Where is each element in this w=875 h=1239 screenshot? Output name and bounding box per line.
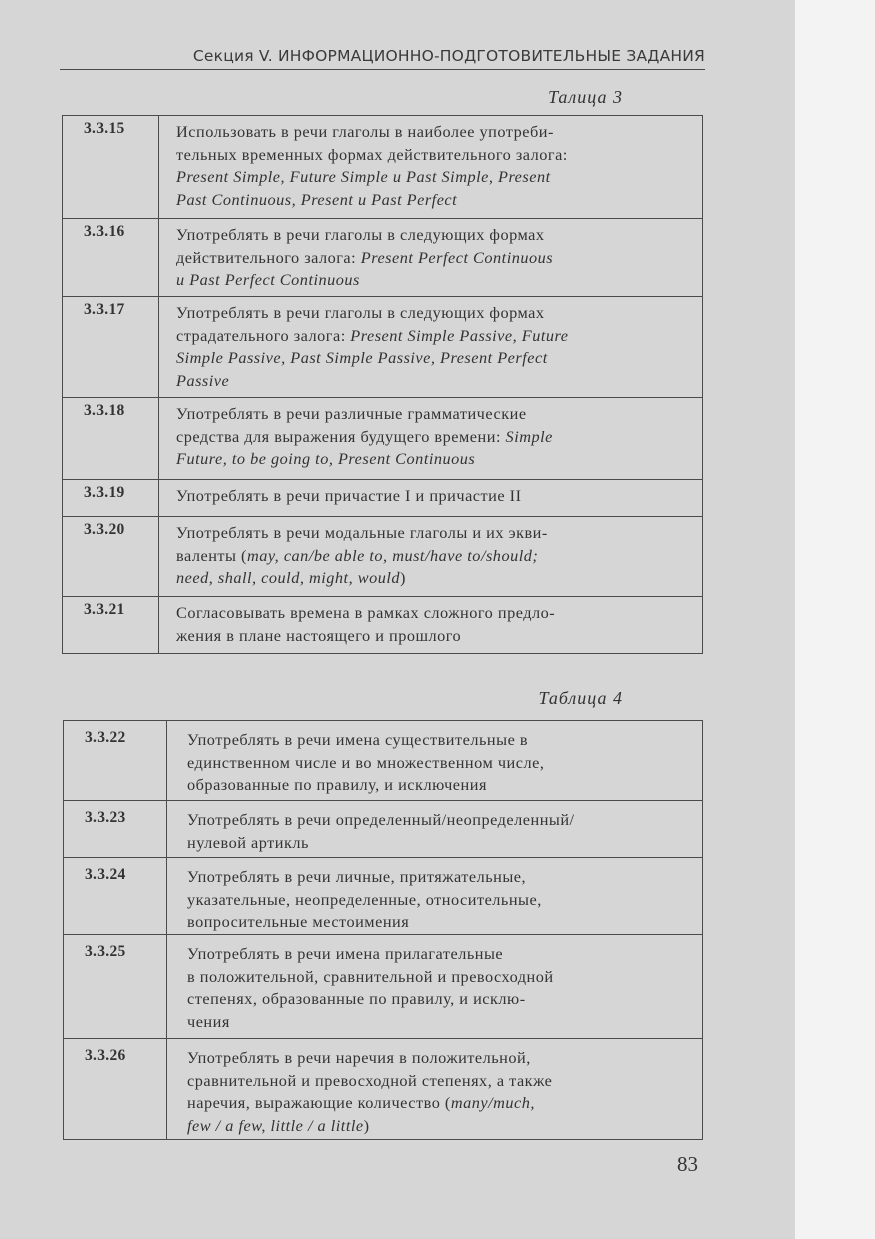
text-line xyxy=(176,247,694,270)
text-line xyxy=(187,1115,694,1138)
text-line: Passive xyxy=(176,370,230,390)
row-code: 3.3.20 xyxy=(63,517,159,597)
page-number: 83 xyxy=(677,1152,698,1176)
text-span: действительного залога: xyxy=(176,247,361,267)
text-line: Употреблять в речи модальные глаголы и их экви- xyxy=(176,523,548,542)
text-line: жения в плане настоящего и прошлого xyxy=(176,625,462,645)
table-3 xyxy=(62,115,703,654)
text-line: Употреблять в речи глаголы в следующих формах xyxy=(176,225,545,244)
text-line xyxy=(176,325,694,348)
text-span-italic: may, can/be able to, must/have to/should; xyxy=(246,545,539,565)
row-code: 3.3.26 xyxy=(64,1039,167,1140)
text-line: Present Simple, Future Simple и Past Simple, Present xyxy=(176,167,551,186)
table-4-caption: Таблица 4 xyxy=(538,688,623,708)
text-line: сравнительной и превосходной степенях, а также xyxy=(187,1070,553,1090)
text-line: и Past Perfect Continuous xyxy=(176,270,360,289)
text-line: единственном числе и во множественном числе, xyxy=(187,752,545,772)
text-line: Future, to be going to, Present Continuous xyxy=(176,449,476,468)
text-span-italic: many/much, xyxy=(450,1093,535,1112)
text-line: Согласовывать времена в рамках сложного предло- xyxy=(176,603,556,622)
text-line: степенях, образованные по правилу, и исклю- xyxy=(187,989,526,1008)
row-code: 3.3.23 xyxy=(64,801,167,858)
row-text xyxy=(167,935,703,1039)
text-line: Simple Passive, Past Simple Passive, Present Perfect xyxy=(176,348,548,367)
text-line: тельных временных формах действительного залога: xyxy=(176,144,568,164)
row-text xyxy=(167,1039,703,1140)
table-row xyxy=(63,597,703,654)
text-span-italic: Present Perfect Continuous xyxy=(360,247,554,267)
table-row xyxy=(64,721,703,801)
text-span: ) xyxy=(400,568,406,587)
text-line: чения xyxy=(187,1011,230,1031)
text-line xyxy=(176,426,694,449)
table-row xyxy=(64,858,703,935)
text-span-italic: Simple xyxy=(505,426,553,446)
row-text xyxy=(167,858,703,935)
row-text xyxy=(159,297,703,398)
row-text xyxy=(159,116,703,219)
table-row xyxy=(63,398,703,480)
text-span-italic: need, shall, could, might, would xyxy=(176,568,401,587)
row-code: 3.3.22 xyxy=(64,721,167,801)
text-line: Употреблять в речи наречия в положительной, xyxy=(187,1048,531,1067)
scan-edge xyxy=(795,0,875,1239)
text-line: Употреблять в речи личные, притяжательные, xyxy=(187,867,527,886)
row-text xyxy=(167,801,703,858)
row-text xyxy=(159,480,703,517)
row-code: 3.3.21 xyxy=(63,597,159,654)
text-line: Употреблять в речи имена существительные в xyxy=(187,730,529,749)
header-rule xyxy=(60,69,705,70)
row-code: 3.3.18 xyxy=(63,398,159,480)
row-code: 3.3.16 xyxy=(63,219,159,297)
text-span-italic: Present Simple Passive, Future xyxy=(350,325,569,345)
row-text xyxy=(159,597,703,654)
text-line: Употреблять в речи причастие I и причастие II xyxy=(176,486,522,505)
text-span: средства для выражения будущего времени: xyxy=(176,426,506,446)
row-code: 3.3.25 xyxy=(64,935,167,1039)
text-line: нулевой артикль xyxy=(187,832,309,852)
text-span: наречия, выражающие количество ( xyxy=(187,1093,451,1112)
text-line: указательные, неопределенные, относительные, xyxy=(187,889,542,909)
text-line: Употреблять в речи определенный/неопределенный/ xyxy=(187,810,575,829)
row-text xyxy=(159,517,703,597)
row-code: 3.3.15 xyxy=(63,116,159,219)
text-line: Употреблять в речи глаголы в следующих формах xyxy=(176,303,545,322)
running-head: Секция V. ИНФОРМАЦИОННО-ПОДГОТОВИТЕЛЬНЫЕ ЗАДАНИЯ xyxy=(192,47,705,65)
row-code: 3.3.24 xyxy=(64,858,167,935)
row-code: 3.3.19 xyxy=(63,480,159,517)
row-code: 3.3.17 xyxy=(63,297,159,398)
text-span: страдательного залога: xyxy=(176,325,351,345)
text-line: Употреблять в речи имена прилагательные xyxy=(187,944,504,963)
row-text xyxy=(167,721,703,801)
text-span: валенты ( xyxy=(176,545,247,565)
table-row xyxy=(64,1039,703,1140)
text-line: Употреблять в речи различные грамматические xyxy=(176,404,527,423)
table-row xyxy=(63,480,703,517)
table-row xyxy=(64,935,703,1039)
table-row xyxy=(63,517,703,597)
table-row xyxy=(64,801,703,858)
table-row xyxy=(63,219,703,297)
text-span: ) xyxy=(363,1115,370,1135)
row-text xyxy=(159,398,703,480)
text-line xyxy=(176,567,694,590)
text-line xyxy=(187,1092,694,1115)
text-line: Past Continuous, Present и Past Perfect xyxy=(176,189,458,209)
table-row xyxy=(63,297,703,398)
text-line: в положительной, сравнительной и превосходной xyxy=(187,966,554,986)
row-text xyxy=(159,219,703,297)
table-3-caption: Талица 3 xyxy=(548,87,623,107)
text-line: вопросительные местоимения xyxy=(187,912,410,931)
text-line xyxy=(176,545,694,568)
text-line: Использовать в речи глаголы в наиболее употреби- xyxy=(176,122,554,141)
text-span-italic: few / a few, little / a little xyxy=(187,1115,364,1135)
text-line: образованные по правилу, и исключения xyxy=(187,775,487,794)
table-row xyxy=(63,116,703,219)
table-4 xyxy=(63,720,703,1140)
